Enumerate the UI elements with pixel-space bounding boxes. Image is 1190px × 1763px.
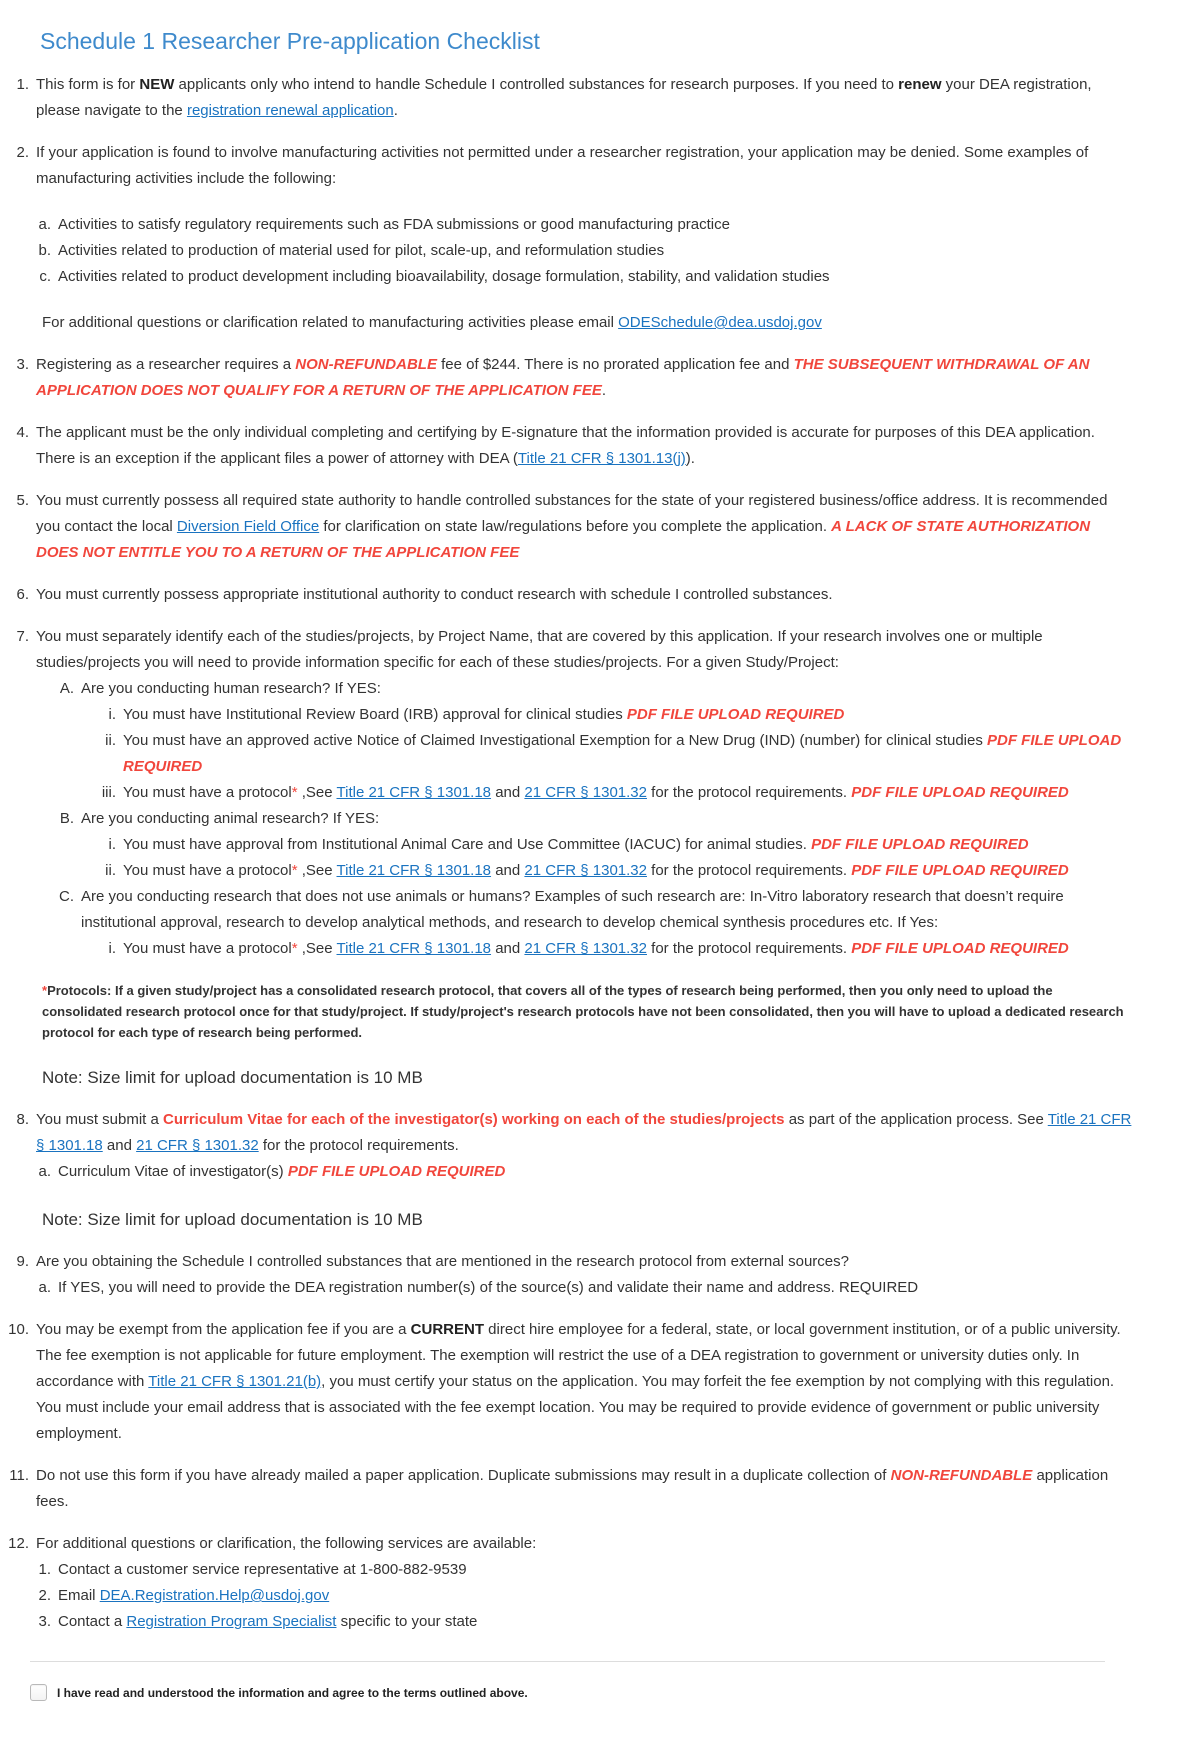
list-marker: 3. bbox=[16, 356, 29, 373]
text-segment: THE SUBSEQUENT WITHDRAWAL OF AN APPLICATION DOES NOT QUALIFY FOR A RETURN OF THE APPLICATION FEE bbox=[36, 356, 1090, 399]
inline-link[interactable]: 21 CFR § 1301.32 bbox=[524, 784, 647, 801]
text-segment: NEW bbox=[139, 76, 175, 93]
item-7C bbox=[51, 884, 1135, 936]
text-segment: Are you conducting human research? If YES: bbox=[81, 680, 381, 697]
inline-link[interactable]: DEA.Registration.Help@usdoj.gov bbox=[99, 1587, 330, 1604]
list-marker: iii. bbox=[101, 784, 116, 801]
text-segment: Registering as a researcher requires a bbox=[36, 356, 296, 373]
text-segment: ,See bbox=[297, 862, 337, 879]
block-text bbox=[123, 936, 1135, 962]
block-text bbox=[123, 780, 1135, 806]
block-text bbox=[123, 832, 1135, 858]
list-marker: 11. bbox=[9, 1467, 29, 1484]
item-9 bbox=[6, 1249, 1135, 1275]
text-segment: your DEA registration, please navigate to the bbox=[36, 76, 1092, 119]
item-2c bbox=[28, 264, 1135, 290]
list-marker: a. bbox=[38, 1279, 51, 1296]
block-text bbox=[58, 1275, 1135, 1301]
list-marker: 9. bbox=[16, 1253, 29, 1270]
text-segment: PDF FILE UPLOAD REQUIRED bbox=[123, 732, 1122, 775]
text-segment: You must have a protocol bbox=[123, 862, 292, 879]
text-segment: A LACK OF STATE AUTHORIZATION DOES NOT ENTITLE YOU TO A RETURN OF THE APPLICATION FEE bbox=[36, 518, 1091, 561]
item-8 bbox=[6, 1107, 1135, 1159]
text-segment: . bbox=[601, 382, 607, 399]
inline-link[interactable]: 21 CFR § 1301.32 bbox=[524, 940, 647, 957]
block-text bbox=[81, 884, 1135, 936]
text-segment: and bbox=[491, 940, 525, 957]
text-segment: ,See bbox=[297, 784, 337, 801]
text-segment: NON-REFUNDABLE bbox=[890, 1467, 1033, 1484]
block-text bbox=[36, 72, 1135, 124]
text-segment: You must currently possess all required state authority to handle controlled substances for the state of your registered business/office address. It is recommended you contact the local bbox=[36, 492, 1108, 535]
agree-checkbox[interactable] bbox=[30, 1684, 47, 1701]
text-segment: , you must certify your status on the application. You may forfeit the fee exemption by not complying with this regulation. You must include your email address that is associated with the fee exempt location. You may be required to provide evidence of government or public university employment. bbox=[36, 1373, 1115, 1442]
footnote-protocols bbox=[42, 980, 1135, 1043]
item-8a bbox=[28, 1159, 1135, 1185]
text-segment: fee of $244. There is no prorated application fee and bbox=[436, 356, 794, 373]
item-7A bbox=[51, 676, 1135, 702]
text-segment: for the protocol requirements. bbox=[646, 862, 852, 879]
text-segment: Note: Size limit for upload documentation is 10 MB bbox=[42, 1068, 423, 1087]
list-marker: 7. bbox=[16, 628, 29, 645]
text-segment: If YES, you will need to provide the DEA registration number(s) of the source(s) and validate their name and address. REQUIRED bbox=[58, 1279, 919, 1296]
text-segment: for the protocol requirements. bbox=[258, 1137, 459, 1154]
block-text bbox=[58, 238, 1135, 264]
text-segment: Are you conducting animal research? If YES: bbox=[81, 810, 380, 827]
text-segment: and bbox=[102, 1137, 137, 1154]
text-segment: CURRENT bbox=[410, 1321, 485, 1338]
block-text bbox=[58, 1159, 1135, 1185]
list-marker: b. bbox=[38, 242, 51, 259]
item-2b bbox=[28, 238, 1135, 264]
text-segment: Activities related to product development including bioavailability, dosage formulation, stability, and validation studies bbox=[58, 268, 830, 285]
text-segment: PDF FILE UPLOAD REQUIRED bbox=[287, 1163, 506, 1180]
text-segment: You must have a protocol bbox=[123, 940, 292, 957]
inline-link[interactable]: Title 21 CFR § 1301.18 bbox=[36, 1111, 1132, 1154]
text-segment: You must have a protocol bbox=[123, 784, 292, 801]
inline-link[interactable]: Title 21 CFR § 1301.18 bbox=[336, 784, 492, 801]
block-text bbox=[36, 140, 1135, 192]
text-segment: renew bbox=[898, 76, 942, 93]
text-segment: Activities related to production of material used for pilot, scale-up, and reformulation studies bbox=[58, 242, 665, 259]
list-marker: 4. bbox=[16, 424, 29, 441]
item-1 bbox=[6, 72, 1135, 124]
text-segment: and bbox=[491, 862, 525, 879]
text-segment: for clarification on state law/regulations before you complete the application. bbox=[319, 518, 832, 535]
inline-link[interactable]: 21 CFR § 1301.32 bbox=[136, 1137, 259, 1154]
item-4 bbox=[6, 420, 1135, 472]
block-text bbox=[36, 624, 1135, 676]
list-marker: A. bbox=[59, 680, 74, 697]
text-segment: Curriculum Vitae of investigator(s) bbox=[58, 1163, 288, 1180]
text-segment: * bbox=[42, 983, 48, 998]
inline-link[interactable]: registration renewal application bbox=[186, 102, 394, 119]
text-segment: PDF FILE UPLOAD REQUIRED bbox=[811, 836, 1029, 853]
item-7B bbox=[51, 806, 1135, 832]
block-text bbox=[36, 1531, 1135, 1557]
text-segment: You must have approval from Institutional Animal Care and Use Committee (IACUC) for animal studies. bbox=[123, 836, 812, 853]
block-text bbox=[123, 858, 1135, 884]
text-segment: * bbox=[291, 784, 298, 801]
text-segment: direct hire employee for a federal, state, or local government institution, or of a public university. The fee exemption is not applicable for future employment. The exemption will restrict the use of a DEA registration to government or university duties only. In accordance with bbox=[36, 1321, 1121, 1390]
item-12-2 bbox=[28, 1583, 1135, 1609]
item-6 bbox=[6, 582, 1135, 608]
item-7A-ii bbox=[93, 728, 1135, 780]
item-3 bbox=[6, 352, 1135, 404]
item-7A-i bbox=[93, 702, 1135, 728]
text-segment: Note: Size limit for upload documentation is 10 MB bbox=[42, 1210, 423, 1229]
note-upload-limit-1 bbox=[42, 1065, 1135, 1091]
inline-link[interactable]: Title 21 CFR § 1301.18 bbox=[336, 862, 492, 879]
item-2a bbox=[28, 212, 1135, 238]
text-segment: PDF FILE UPLOAD REQUIRED bbox=[851, 940, 1069, 957]
list-marker: a. bbox=[38, 216, 51, 233]
block-text bbox=[42, 310, 1135, 336]
agreement-row bbox=[30, 1684, 1135, 1701]
text-segment: application fees. bbox=[36, 1467, 1109, 1510]
block-text bbox=[36, 352, 1135, 404]
text-segment: ). bbox=[685, 450, 695, 467]
item-7 bbox=[6, 624, 1135, 676]
text-segment: You must have Institutional Review Board (IRB) approval for clinical studies bbox=[123, 706, 627, 723]
item-7B-i bbox=[93, 832, 1135, 858]
text-segment: Contact a bbox=[58, 1613, 127, 1630]
inline-link[interactable]: Title 21 CFR § 1301.18 bbox=[336, 940, 492, 957]
text-segment: Contact a customer service representative at 1-800-882-9539 bbox=[58, 1561, 467, 1578]
list-marker: i. bbox=[108, 940, 116, 957]
item-7C-i bbox=[93, 936, 1135, 962]
text-segment: for the protocol requirements. bbox=[646, 940, 852, 957]
page-title: Schedule 1 Researcher Pre-application Checklist bbox=[40, 28, 540, 54]
item-12 bbox=[6, 1531, 1135, 1557]
text-segment: If your application is found to involve manufacturing activities not permitted under a researcher registration, your application may be denied. Some examples of manufacturing activities include the following: bbox=[36, 144, 1089, 187]
block-text bbox=[36, 1249, 1135, 1275]
text-segment: specific to your state bbox=[336, 1613, 478, 1630]
list-marker: 8. bbox=[16, 1111, 29, 1128]
block-text bbox=[58, 1583, 1135, 1609]
list-marker: B. bbox=[59, 810, 74, 827]
text-segment: You must submit a bbox=[36, 1111, 164, 1128]
list-marker: 2. bbox=[38, 1587, 51, 1604]
list-marker: i. bbox=[108, 836, 116, 853]
block-text bbox=[36, 582, 1135, 608]
block-text bbox=[36, 488, 1135, 566]
text-segment: Curriculum Vitae for each of the investigator(s) working on each of the studies/projects bbox=[163, 1111, 785, 1128]
list-marker: 5. bbox=[16, 492, 29, 509]
list-marker: ii. bbox=[105, 862, 116, 879]
inline-link[interactable]: Diversion Field Office bbox=[176, 518, 320, 535]
list-marker: 12. bbox=[8, 1535, 29, 1552]
note-upload-limit-2 bbox=[42, 1207, 1135, 1233]
list-marker: ii. bbox=[105, 732, 116, 749]
item-7B-ii bbox=[93, 858, 1135, 884]
block-text bbox=[81, 676, 1135, 702]
text-segment: You may be exempt from the application fee if you are a bbox=[36, 1321, 411, 1338]
block-text bbox=[36, 1463, 1135, 1515]
block-text bbox=[36, 1107, 1135, 1159]
text-segment: You must separately identify each of the studies/projects, by Project Name, that are covered by this application. If your research involves one or multiple studies/projects you will need to provide information specific for each of these studies/projects. For a given Study/Project: bbox=[36, 628, 1043, 671]
text-segment: You must have an approved active Notice of Claimed Investigational Exemption for a New Drug (IND) (number) for clinical studies bbox=[123, 732, 988, 749]
block-text bbox=[123, 702, 1135, 728]
text-segment: For additional questions or clarification, the following services are available: bbox=[36, 1535, 537, 1552]
list-marker: 2. bbox=[16, 144, 29, 161]
list-marker: i. bbox=[108, 706, 116, 723]
block-text bbox=[36, 420, 1135, 472]
para-manufacturing-email bbox=[42, 310, 1135, 336]
item-2 bbox=[6, 140, 1135, 192]
divider bbox=[30, 1661, 1105, 1662]
list-marker: 1. bbox=[16, 76, 29, 93]
text-segment: PDF FILE UPLOAD REQUIRED bbox=[626, 706, 845, 723]
text-segment: The applicant must be the only individual completing and certifying by E-signature that the information provided is accurate for purposes of this DEA application. There is an exception if the applicant files a power of attorney with DEA ( bbox=[36, 424, 1095, 467]
inline-link[interactable]: 21 CFR § 1301.32 bbox=[524, 862, 647, 879]
item-9a bbox=[28, 1275, 1135, 1301]
text-segment: ,See bbox=[297, 940, 337, 957]
text-segment: PDF FILE UPLOAD REQUIRED bbox=[851, 862, 1069, 879]
text-segment: Activities to satisfy regulatory requirements such as FDA submissions or good manufacturing practice bbox=[58, 216, 730, 233]
text-segment: as part of the application process. See bbox=[784, 1111, 1048, 1128]
text-segment: For additional questions or clarification related to manufacturing activities please email bbox=[42, 314, 619, 331]
block-text bbox=[42, 1065, 1135, 1091]
block-text bbox=[58, 264, 1135, 290]
block-text bbox=[42, 1207, 1135, 1233]
text-segment: applicants only who intend to handle Schedule I controlled substances for research purposes. If you need to bbox=[174, 76, 899, 93]
text-segment: . bbox=[393, 102, 398, 119]
inline-link[interactable]: Title 21 CFR § 1301.13(j) bbox=[517, 450, 686, 467]
block-text bbox=[58, 1609, 1135, 1635]
inline-link[interactable]: Registration Program Specialist bbox=[126, 1613, 337, 1630]
text-segment: NON-REFUNDABLE bbox=[295, 356, 437, 373]
block-text bbox=[81, 806, 1135, 832]
text-segment: Email bbox=[58, 1587, 100, 1604]
block-text bbox=[36, 1317, 1135, 1447]
item-12-3 bbox=[28, 1609, 1135, 1635]
list-marker: C. bbox=[59, 888, 74, 905]
text-segment: This form is for bbox=[36, 76, 140, 93]
agree-label[interactable]: I have read and understood the information and agree to the terms outlined above. bbox=[57, 1685, 528, 1700]
item-10 bbox=[6, 1317, 1135, 1447]
list-marker: 3. bbox=[38, 1613, 51, 1630]
text-segment: You must currently possess appropriate institutional authority to conduct research with schedule I controlled substances. bbox=[36, 586, 833, 603]
text-segment: Protocols: If a given study/project has a consolidated research protocol, that covers all of the types of research being performed, then you only need to upload the consolidated research protocol once for that study/project. If study/project's research protocols have not been consolidated, then you will have to upload a dedicated research protocol for each type of research being performed. bbox=[42, 983, 1124, 1040]
list-marker: 6. bbox=[16, 586, 29, 603]
text-segment: PDF FILE UPLOAD REQUIRED bbox=[851, 784, 1069, 801]
list-marker: c. bbox=[39, 268, 51, 285]
block-text bbox=[123, 728, 1135, 780]
list-marker: 1. bbox=[38, 1561, 51, 1578]
inline-link[interactable]: Title 21 CFR § 1301.21(b) bbox=[148, 1373, 322, 1390]
block-text bbox=[42, 980, 1135, 1043]
list-marker: a. bbox=[38, 1163, 51, 1180]
block-text bbox=[58, 1557, 1135, 1583]
list-marker: 10. bbox=[8, 1321, 29, 1338]
text-segment: * bbox=[291, 862, 298, 879]
inline-link[interactable]: ODESchedule@dea.usdoj.gov bbox=[618, 314, 822, 331]
text-segment: Do not use this form if you have already mailed a paper application. Duplicate submissions may result in a duplicate collection of bbox=[36, 1467, 891, 1484]
text-segment: for the protocol requirements. bbox=[646, 784, 852, 801]
item-7A-iii bbox=[93, 780, 1135, 806]
text-segment: * bbox=[291, 940, 298, 957]
text-segment: Are you conducting research that does not use animals or humans? Examples of such research are: In-Vitro laboratory research that doesn’t require institutional approval, research to develop analytical methods, and research to develop chemical synthesis procedures etc. If Yes: bbox=[81, 888, 1064, 931]
item-11 bbox=[6, 1463, 1135, 1515]
item-5 bbox=[6, 488, 1135, 566]
text-segment: and bbox=[491, 784, 525, 801]
item-12-1 bbox=[28, 1557, 1135, 1583]
text-segment: Are you obtaining the Schedule I controlled substances that are mentioned in the research protocol from external sources? bbox=[36, 1253, 849, 1270]
block-text bbox=[58, 212, 1135, 238]
checklist bbox=[0, 72, 1135, 1635]
